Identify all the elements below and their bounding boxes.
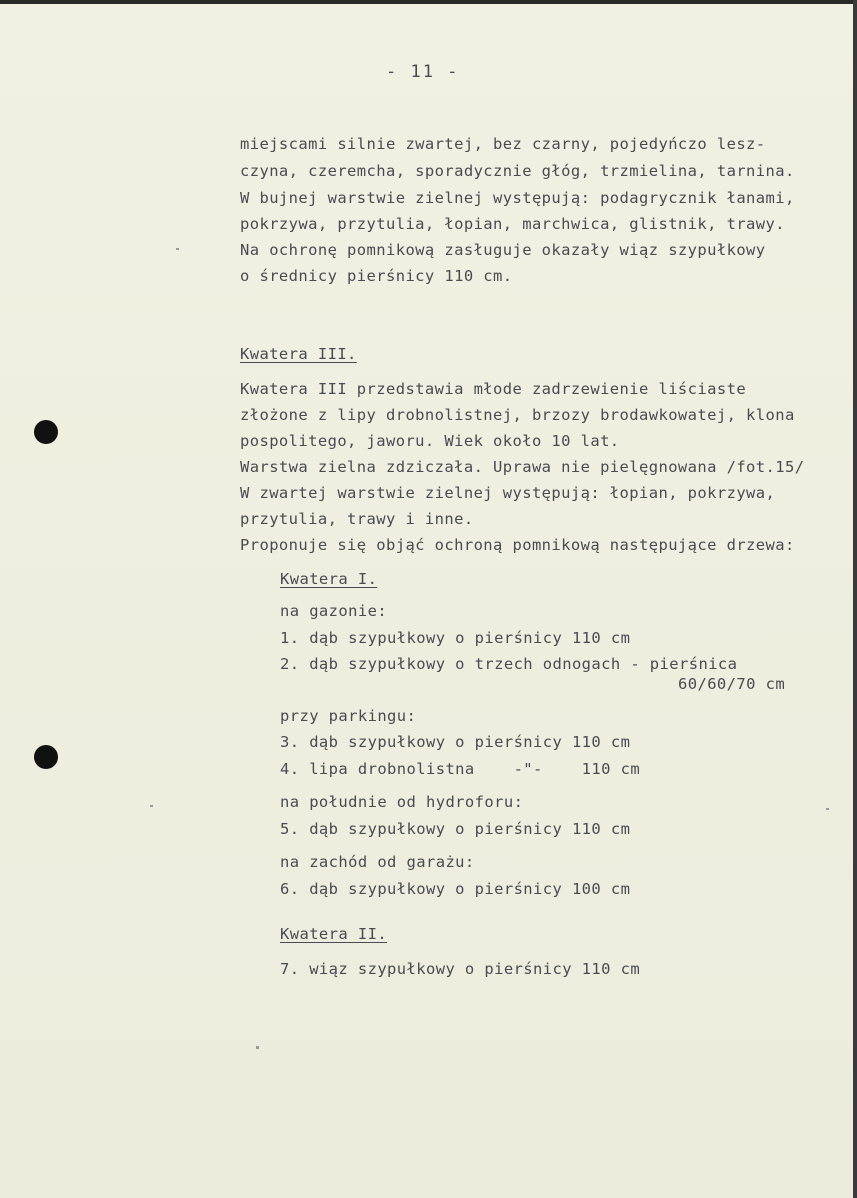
punch-hole-top	[34, 420, 58, 444]
intro-line: pokrzywa, przytulia, łopian, marchwica, glistnik, trawy.	[240, 215, 785, 233]
section3-line: W zwartej warstwie zielnej występują: łopian, pokrzywa,	[240, 484, 776, 502]
tree-item: 5. dąb szypułkowy o pierśnicy 110 cm	[280, 820, 631, 838]
tree-item: 7. wiąz szypułkowy o pierśnicy 110 cm	[280, 960, 641, 978]
intro-line: W bujnej warstwie zielnej występują: podagrycznik łanami,	[240, 189, 795, 207]
location-label: na zachód od garażu:	[280, 853, 475, 871]
tree-item: 2. dąb szypułkowy o trzech odnogach - pierśnica	[280, 655, 738, 673]
section3-line: Kwatera III przedstawia młode zadrzewienie liściaste	[240, 380, 747, 398]
section3-line: złożone z lipy drobnolistnej, brzozy brodawkowatej, klona	[240, 406, 795, 424]
intro-line: Na ochronę pomnikową zasługuje okazały wiąz szypułkowy	[240, 241, 766, 259]
scan-speck	[150, 805, 153, 807]
section3-line: Proponuje się objąć ochroną pomnikową następujące drzewa:	[240, 536, 795, 554]
intro-line: miejscami silnie zwartej, bez czarny, pojedyńczo lesz-	[240, 135, 766, 153]
tree-item: 6. dąb szypułkowy o pierśnicy 100 cm	[280, 880, 631, 898]
page-number: - 11 -	[386, 62, 460, 82]
punch-hole-bottom	[34, 745, 58, 769]
scan-speck	[176, 248, 179, 250]
tree-item: 4. lipa drobnolistna -"- 110 cm	[280, 760, 641, 778]
subheading-kwatera-1: Kwatera I.	[280, 570, 378, 588]
scan-edge-top	[0, 0, 857, 4]
tree-item: 3. dąb szypułkowy o pierśnicy 110 cm	[280, 733, 631, 751]
tree-item-continuation: 60/60/70 cm	[678, 675, 786, 693]
section3-line: pospolitego, jaworu. Wiek około 10 lat.	[240, 432, 620, 450]
scan-speck	[826, 808, 829, 810]
section3-line: Warstwa zielna zdziczała. Uprawa nie pielęgnowana /fot.15/	[240, 458, 805, 476]
section-heading-kwatera-3: Kwatera III.	[240, 345, 357, 363]
subheading-kwatera-2: Kwatera II.	[280, 925, 388, 943]
tree-item: 1. dąb szypułkowy o pierśnicy 110 cm	[280, 629, 631, 647]
location-label: na południe od hydroforu:	[280, 793, 524, 811]
scan-edge-right	[853, 0, 857, 1198]
intro-line: czyna, czeremcha, sporadycznie głóg, trzmielina, tarnina.	[240, 162, 795, 180]
section3-line: przytulia, trawy i inne.	[240, 510, 474, 528]
location-label: na gazonie:	[280, 602, 388, 620]
scan-speck	[256, 1046, 259, 1049]
location-label: przy parkingu:	[280, 707, 417, 725]
intro-line: o średnicy pierśnicy 110 cm.	[240, 267, 513, 285]
